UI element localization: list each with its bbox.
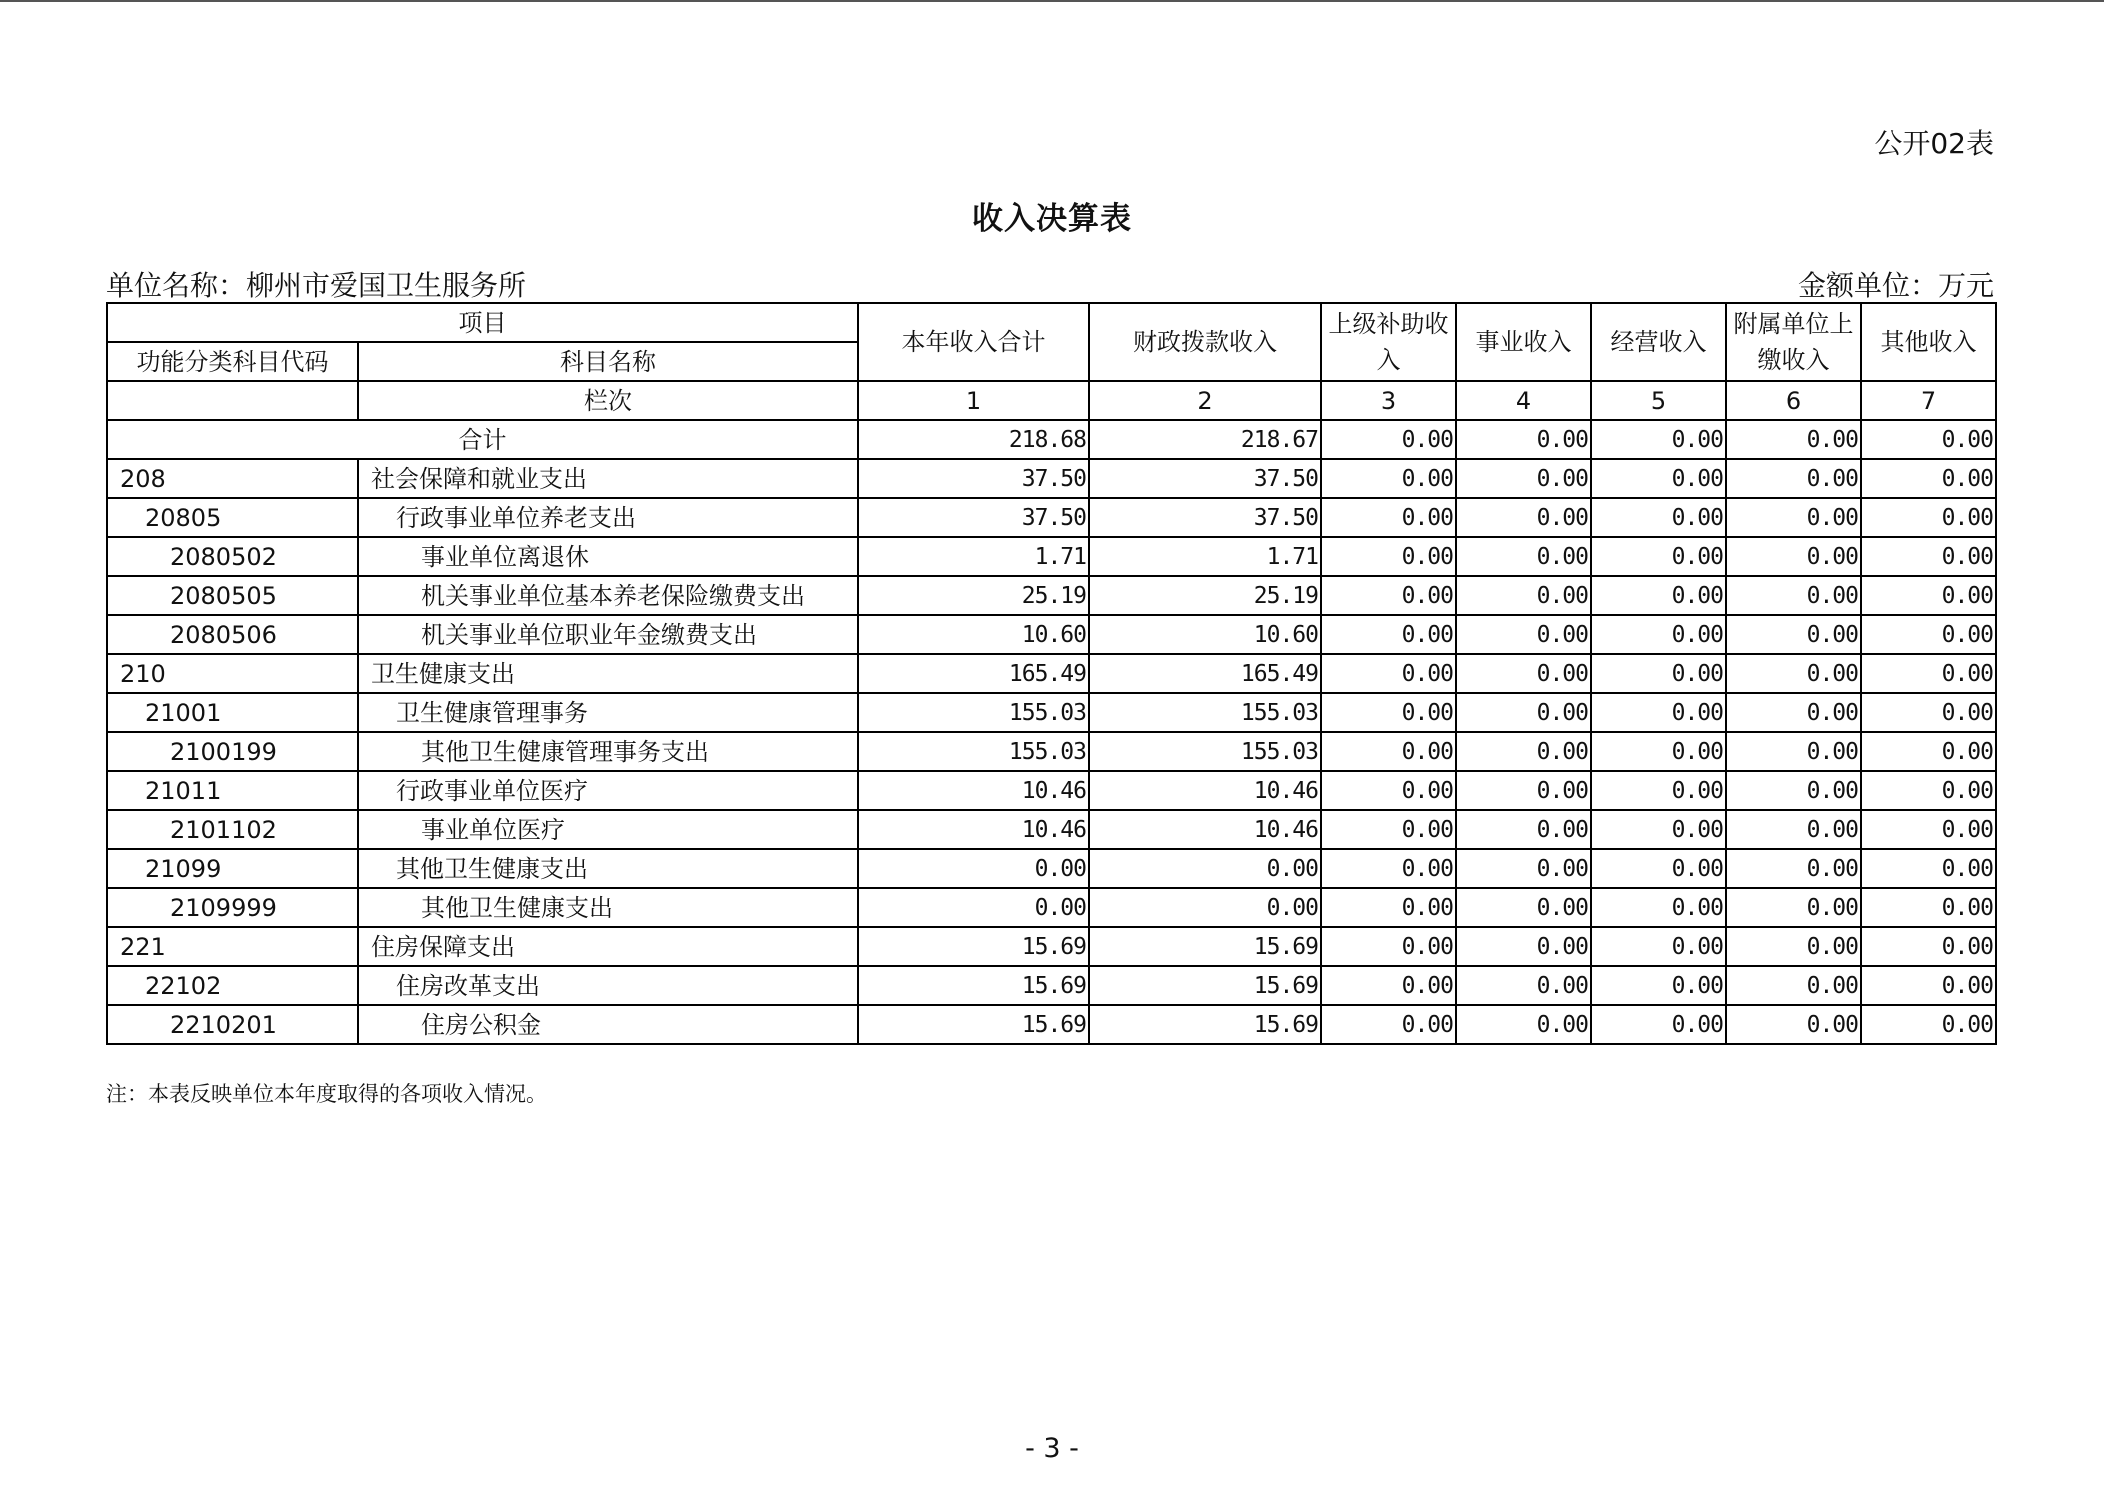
amount-cell: 10.60	[1089, 615, 1321, 654]
amount-cell: 0.00	[1726, 615, 1861, 654]
subject-name: 住房改革支出	[358, 966, 858, 1005]
header-col1: 本年收入合计	[858, 303, 1089, 381]
amount-cell: 0.00	[1726, 1005, 1861, 1044]
amount-cell: 15.69	[858, 966, 1089, 1005]
amount-cell: 1.71	[1089, 537, 1321, 576]
header-item: 项目	[107, 303, 858, 342]
subject-code: 208	[107, 459, 358, 498]
amount-cell: 0.00	[1591, 693, 1726, 732]
column-index-row	[107, 381, 1996, 420]
column-index-label: 栏次	[358, 381, 858, 420]
amount-cell: 0.00	[1321, 498, 1456, 537]
amount-cell: 0.00	[1321, 810, 1456, 849]
total-value: 0.00	[1861, 420, 1996, 459]
amount-cell: 0.00	[1456, 693, 1591, 732]
amount-cell: 15.69	[1089, 966, 1321, 1005]
subject-name: 机关事业单位职业年金缴费支出	[358, 615, 858, 654]
header-col2: 财政拨款收入	[1089, 303, 1321, 381]
column-index-1: 1	[858, 381, 1089, 420]
amount-cell: 165.49	[1089, 654, 1321, 693]
amount-cell: 0.00	[1861, 810, 1996, 849]
table-row	[107, 693, 1996, 732]
header-row-1	[107, 303, 1996, 342]
page-number: - 3 -	[1025, 1433, 1079, 1464]
subject-name: 行政事业单位医疗	[358, 771, 858, 810]
subject-code: 21001	[107, 693, 358, 732]
subject-code: 2080505	[107, 576, 358, 615]
subject-name: 卫生健康管理事务	[358, 693, 858, 732]
amount-cell: 0.00	[1861, 459, 1996, 498]
amount-cell: 0.00	[1591, 615, 1726, 654]
amount-cell: 0.00	[1861, 576, 1996, 615]
amount-cell: 0.00	[1456, 498, 1591, 537]
form-number: 公开02表	[1874, 127, 1994, 160]
amount-cell: 0.00	[1456, 537, 1591, 576]
amount-cell: 37.50	[858, 459, 1089, 498]
amount-cell: 165.49	[858, 654, 1089, 693]
amount-cell: 15.69	[1089, 1005, 1321, 1044]
amount-cell: 15.69	[858, 927, 1089, 966]
amount-cell: 0.00	[1861, 888, 1996, 927]
subject-name: 机关事业单位基本养老保险缴费支出	[358, 576, 858, 615]
unit-name: 单位名称：柳州市爱国卫生服务所	[106, 269, 527, 302]
income-table	[106, 302, 1997, 1045]
amount-cell: 0.00	[1591, 966, 1726, 1005]
subject-name: 卫生健康支出	[358, 654, 858, 693]
table-row	[107, 537, 1996, 576]
amount-cell: 0.00	[1726, 927, 1861, 966]
amount-cell: 0.00	[1456, 927, 1591, 966]
amount-cell: 0.00	[1321, 927, 1456, 966]
subject-code: 2080506	[107, 615, 358, 654]
amount-cell: 0.00	[1726, 810, 1861, 849]
page-title: 收入决算表	[972, 201, 1132, 237]
amount-cell: 0.00	[1456, 1005, 1591, 1044]
amount-cell: 25.19	[858, 576, 1089, 615]
column-index-7: 7	[1861, 381, 1996, 420]
amount-cell: 0.00	[1861, 693, 1996, 732]
amount-cell: 0.00	[1456, 810, 1591, 849]
total-value: 0.00	[1321, 420, 1456, 459]
table-row	[107, 771, 1996, 810]
subject-code: 2210201	[107, 1005, 358, 1044]
amount-cell: 0.00	[1861, 927, 1996, 966]
subject-code: 22102	[107, 966, 358, 1005]
amount-cell: 155.03	[858, 693, 1089, 732]
subject-name: 住房公积金	[358, 1005, 858, 1044]
amount-cell: 0.00	[1321, 459, 1456, 498]
header-col3: 上级补助收入	[1321, 303, 1456, 381]
amount-cell: 0.00	[1456, 459, 1591, 498]
subject-name: 其他卫生健康管理事务支出	[358, 732, 858, 771]
amount-cell: 37.50	[1089, 459, 1321, 498]
total-value: 218.68	[858, 420, 1089, 459]
header-code: 功能分类科目代码	[107, 342, 358, 381]
header-col7: 其他收入	[1861, 303, 1996, 381]
column-index-6: 6	[1726, 381, 1861, 420]
table-row	[107, 810, 1996, 849]
total-value: 218.67	[1089, 420, 1321, 459]
amount-cell: 0.00	[1591, 888, 1726, 927]
amount-cell: 25.19	[1089, 576, 1321, 615]
amount-cell: 0.00	[1321, 576, 1456, 615]
column-index-2: 2	[1089, 381, 1321, 420]
amount-cell: 0.00	[1456, 615, 1591, 654]
subject-name: 住房保障支出	[358, 927, 858, 966]
amount-cell: 0.00	[1591, 537, 1726, 576]
amount-cell: 0.00	[1726, 537, 1861, 576]
subject-code: 2080502	[107, 537, 358, 576]
column-index-3: 3	[1321, 381, 1456, 420]
amount-cell: 10.46	[1089, 771, 1321, 810]
amount-cell: 0.00	[1861, 771, 1996, 810]
total-value: 0.00	[1456, 420, 1591, 459]
amount-cell: 0.00	[1321, 732, 1456, 771]
amount-cell: 0.00	[1861, 537, 1996, 576]
amount-cell: 0.00	[1321, 1005, 1456, 1044]
amount-cell: 0.00	[1591, 1005, 1726, 1044]
amount-cell: 0.00	[1861, 654, 1996, 693]
amount-cell: 155.03	[858, 732, 1089, 771]
table-row	[107, 615, 1996, 654]
header-col6: 附属单位上缴收入	[1726, 303, 1861, 381]
amount-cell: 0.00	[1591, 810, 1726, 849]
table-note: 注：本表反映单位本年度取得的各项收入情况。	[106, 1082, 547, 1106]
table-row	[107, 459, 1996, 498]
subject-code: 221	[107, 927, 358, 966]
amount-cell: 0.00	[1456, 849, 1591, 888]
amount-cell: 155.03	[1089, 732, 1321, 771]
amount-cell: 0.00	[1456, 888, 1591, 927]
table-row	[107, 576, 1996, 615]
amount-cell: 0.00	[1726, 693, 1861, 732]
amount-cell: 0.00	[1861, 849, 1996, 888]
table-row	[107, 732, 1996, 771]
total-value: 0.00	[1726, 420, 1861, 459]
subject-code: 2101102	[107, 810, 358, 849]
amount-cell: 0.00	[1089, 849, 1321, 888]
subject-name: 社会保障和就业支出	[358, 459, 858, 498]
subject-name: 其他卫生健康支出	[358, 888, 858, 927]
amount-cell: 0.00	[858, 888, 1089, 927]
table-row	[107, 849, 1996, 888]
subject-code: 21011	[107, 771, 358, 810]
amount-cell: 0.00	[1321, 693, 1456, 732]
subject-name: 事业单位医疗	[358, 810, 858, 849]
amount-cell: 0.00	[1591, 732, 1726, 771]
amount-cell: 0.00	[1456, 966, 1591, 1005]
amount-cell: 0.00	[1726, 732, 1861, 771]
amount-unit: 金额单位：万元	[1797, 269, 1994, 302]
amount-cell: 0.00	[1861, 615, 1996, 654]
subject-code: 2109999	[107, 888, 358, 927]
amount-cell: 0.00	[1591, 459, 1726, 498]
amount-cell: 0.00	[1456, 732, 1591, 771]
amount-cell: 0.00	[1726, 498, 1861, 537]
amount-cell: 0.00	[1321, 771, 1456, 810]
column-index-5: 5	[1591, 381, 1726, 420]
amount-cell: 0.00	[1591, 498, 1726, 537]
amount-cell: 0.00	[1089, 888, 1321, 927]
amount-cell: 155.03	[1089, 693, 1321, 732]
header-subject: 科目名称	[358, 342, 858, 381]
amount-cell: 0.00	[1726, 576, 1861, 615]
amount-cell: 0.00	[1861, 1005, 1996, 1044]
amount-cell: 0.00	[1861, 966, 1996, 1005]
amount-cell: 0.00	[1321, 654, 1456, 693]
column-index-4: 4	[1456, 381, 1591, 420]
subject-code: 2100199	[107, 732, 358, 771]
page-top-border	[0, 0, 2104, 2]
amount-cell: 0.00	[1726, 966, 1861, 1005]
table-row	[107, 1005, 1996, 1044]
subject-code: 20805	[107, 498, 358, 537]
amount-cell: 10.60	[858, 615, 1089, 654]
amount-cell: 0.00	[1321, 849, 1456, 888]
amount-cell: 0.00	[1456, 576, 1591, 615]
amount-cell: 37.50	[1089, 498, 1321, 537]
amount-cell: 10.46	[858, 810, 1089, 849]
amount-cell: 0.00	[1726, 849, 1861, 888]
header-col4: 事业收入	[1456, 303, 1591, 381]
amount-cell: 0.00	[1861, 732, 1996, 771]
amount-cell: 0.00	[1726, 771, 1861, 810]
subject-name: 行政事业单位养老支出	[358, 498, 858, 537]
amount-cell: 0.00	[858, 849, 1089, 888]
amount-cell: 15.69	[1089, 927, 1321, 966]
amount-cell: 0.00	[1726, 654, 1861, 693]
table-row	[107, 966, 1996, 1005]
amount-cell: 10.46	[1089, 810, 1321, 849]
total-label: 合计	[107, 420, 858, 459]
amount-cell: 15.69	[858, 1005, 1089, 1044]
amount-cell: 0.00	[1321, 966, 1456, 1005]
total-value: 0.00	[1591, 420, 1726, 459]
amount-cell: 0.00	[1726, 888, 1861, 927]
column-index-blank	[107, 381, 358, 420]
table-row	[107, 654, 1996, 693]
subject-name: 事业单位离退休	[358, 537, 858, 576]
amount-cell: 0.00	[1321, 888, 1456, 927]
amount-cell: 0.00	[1861, 498, 1996, 537]
amount-cell: 0.00	[1591, 771, 1726, 810]
amount-cell: 0.00	[1321, 537, 1456, 576]
amount-cell: 1.71	[858, 537, 1089, 576]
amount-cell: 0.00	[1456, 654, 1591, 693]
amount-cell: 0.00	[1591, 654, 1726, 693]
subject-code: 210	[107, 654, 358, 693]
amount-cell: 0.00	[1321, 615, 1456, 654]
table-row	[107, 888, 1996, 927]
amount-cell: 10.46	[858, 771, 1089, 810]
subject-name: 其他卫生健康支出	[358, 849, 858, 888]
amount-cell: 0.00	[1591, 576, 1726, 615]
amount-cell: 0.00	[1726, 459, 1861, 498]
subject-code: 21099	[107, 849, 358, 888]
amount-cell: 0.00	[1591, 927, 1726, 966]
table-row	[107, 927, 1996, 966]
header-col5: 经营收入	[1591, 303, 1726, 381]
amount-cell: 37.50	[858, 498, 1089, 537]
amount-cell: 0.00	[1456, 771, 1591, 810]
total-row	[107, 420, 1996, 459]
amount-cell: 0.00	[1591, 849, 1726, 888]
table-row	[107, 498, 1996, 537]
